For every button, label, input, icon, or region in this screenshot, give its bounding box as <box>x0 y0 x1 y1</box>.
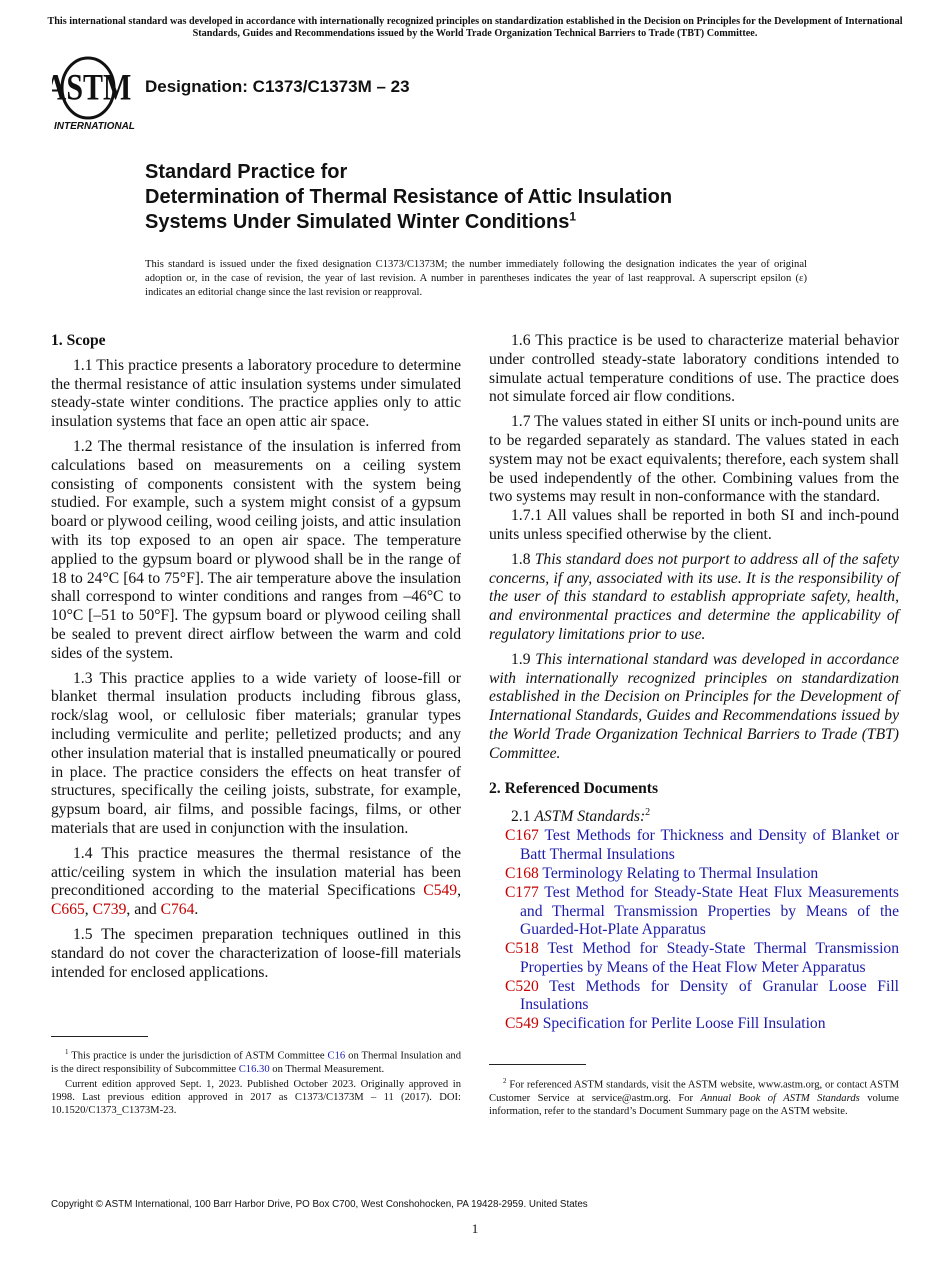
reference-code[interactable]: C520 <box>505 977 539 995</box>
title-line-2: Determination of Thermal Resistance of Attic Insulation <box>145 186 673 208</box>
trade-notice: This international standard was developed in accordance with internationally recognized principles on standardization established in the Decision on Principles for the Development of International Standards, Guides and Recommendations issued by the World Trade Organization Technical Barriers to Trade (TBT) Committee. <box>47 16 903 39</box>
section-1-8-number: 1.8 <box>511 550 535 568</box>
section-2-1-label: ASTM Standards: <box>534 808 646 826</box>
svg-text:INTERNATIONAL: INTERNATIONAL <box>54 121 135 132</box>
section-1-6: 1.6 This practice is be used to characterize material behavior under controlled steady-state laboratory conditions intended to simulate actual temperature conditions of use. The practice does not simulate forced air flow conditions. <box>489 332 899 406</box>
link-c16[interactable]: C16 <box>327 1050 346 1062</box>
section-1-9-text: This international standard was developed in accordance with internationally recognized principles on standardization established in the Decision on Principles for the Development of International Standards, Guides and Recommendations issued by the World Trade Organization Technical Barriers to Trade (TBT) Committee. <box>489 650 899 762</box>
reference-code[interactable]: C168 <box>505 864 539 882</box>
copyright-line: Copyright © ASTM International, 100 Barr Harbor Drive, PO Box C700, West Conshohocken, PA 19428-2959. United States <box>51 1199 588 1210</box>
footnote-1 <box>51 1046 461 1120</box>
footnote-1-mark: 1 <box>65 1048 69 1056</box>
reference-item[interactable] <box>489 827 899 865</box>
designation: Designation: C1373/C1373M – 23 <box>145 77 410 96</box>
footnote-2-italic: Annual Book of ASTM Standards <box>700 1092 860 1104</box>
separator: , and <box>126 901 161 919</box>
document-title <box>145 160 845 235</box>
footnote-1-para-2: Current edition approved Sept. 1, 2023. Published October 2023. Originally approved in 1998. Last previous edition approved in 2017 as C1373/C1373M – 11 (2017). DOI: 10.1520/C1373_C1373M-23. <box>51 1078 461 1117</box>
period: . <box>194 901 199 919</box>
section-1-3: 1.3 This practice applies to a wide variety of loose-fill or blanket thermal insulation products including fibrous glass, rock/slag wool, or cellulosic fiber materials; granular types including vermiculite and perlite; pelletized products; and any other insulation material that is installed pneumatically or poured in place. The practice considers the effects on heat transfer of structures, specifically the ceiling joists, substrate, for example, gypsum board, air films, and possible facings, films, or other materials that are used in conjunction with the insulation. <box>51 669 461 837</box>
reference-code[interactable]: C177 <box>505 883 539 901</box>
section-1-2: 1.2 The thermal resistance of the insulation is inferred from calculations based on measurements on a ceiling system consisting of components consistent with the system being studied. For example, such a system might consist of a gypsum board or plywood ceiling, wood ceiling joists, and attic insulation with its top exposed to an open air space. The temperature applied to the gypsum board or plywood shall be in the range of 18 to 24°C [64 to 75°F]. The air temperature above the insulation shall correspond to winter conditions and ranges from –46°C to 10°C [–51 to 50°F]. The gypsum board or plywood ceiling shall be sealed to prevent direct airflow between the warm and cold sides of the system. <box>51 437 461 662</box>
astm-logo <box>52 56 136 132</box>
footnote-2-text: For referenced ASTM standards, visit the ASTM website, www.astm.org, or contact ASTM Customer Service at service@astm.org. For <box>489 1079 899 1104</box>
left-column <box>51 332 461 988</box>
title-line-1: Standard Practice for <box>145 161 348 183</box>
link-c549[interactable]: C549 <box>423 882 458 900</box>
footnote-2 <box>489 1075 899 1120</box>
reference-item[interactable] <box>489 940 899 978</box>
reference-code[interactable]: C518 <box>505 940 539 958</box>
referenced-documents-heading: 2. Referenced Documents <box>489 779 659 797</box>
reference-item[interactable] <box>489 865 899 884</box>
page-number: 1 <box>471 1221 479 1236</box>
link-c739[interactable]: C739 <box>92 901 127 919</box>
footnote-divider-right <box>489 1064 586 1065</box>
reference-title[interactable]: Test Method for Steady-State Heat Flux Measurements and Thermal Transmission Properties by Means of the Guarded-Hot-Plate Apparatus <box>520 883 899 939</box>
section-1-4-text: 1.4 This practice measures the thermal resistance of the attic/ceiling system in which the insulation material has been preconditioned according to the material Specifications <box>51 844 461 900</box>
section-1-9 <box>489 651 899 764</box>
reference-item[interactable] <box>489 884 899 940</box>
section-1-1: 1.1 This practice presents a laboratory procedure to determine the thermal resistance of attic insulation systems under simulated steady-state winter conditions. The practice applies only to attic insulation systems that face an open attic air space. <box>51 356 461 431</box>
section-1-9-number: 1.9 <box>511 650 536 668</box>
section-1-7-1: 1.7.1 All values shall be reported in both SI and inch-pound units unless specified otherwise by the client. <box>489 507 899 543</box>
reference-title[interactable]: Terminology Relating to Thermal Insulation <box>542 864 819 882</box>
reference-list <box>489 827 899 1034</box>
section-1-8-text: This standard does not purport to address all of the safety concerns, if any, associated with its use. It is the responsibility of the user of this standard to establish appropriate safety, health, and environmental practices and determine the applicability of regulatory limitations prior to use. <box>489 550 900 643</box>
section-2-1 <box>489 804 899 827</box>
right-column <box>489 332 899 1034</box>
footnote-2-text: volume information, refer to the standard’s Document Summary page on the ASTM website. <box>489 1092 899 1117</box>
reference-item[interactable] <box>489 978 899 1016</box>
reference-title[interactable]: Specification for Perlite Loose Fill Insulation <box>542 1015 826 1033</box>
link-c764[interactable]: C764 <box>160 901 195 919</box>
reference-item[interactable] <box>489 1015 899 1034</box>
title-line-3-text: Systems Under Simulated Winter Conditions <box>145 211 570 233</box>
section-1-7: 1.7 The values stated in either SI units or inch-pound units are to be regarded separately as standard. The values stated in each system may not be exact equivalents; therefore, each system shall be used independently of the other. Combining values from the two systems may result in non-conformance with the standard. <box>489 413 899 506</box>
svg-text:ASTM: ASTM <box>52 67 132 109</box>
link-c16-30[interactable]: C16.30 <box>238 1063 270 1075</box>
reference-code[interactable]: C549 <box>505 1015 539 1033</box>
separator: , <box>84 901 93 919</box>
issue-note: This standard is issued under the fixed designation C1373/C1373M; the number immediately following the designation indicates the year of original adoption or, in the case of revision, the year of last revision. A number in parentheses indicates the year of last reapproval. A superscript epsilon (ε) indicates an editorial change since the last revision or reapproval. <box>145 259 807 298</box>
footnote-divider-left <box>51 1036 148 1037</box>
footnote-2-para <box>489 1075 899 1118</box>
section-1-8 <box>489 551 899 645</box>
footnote-1-text: on Thermal Insulation and is the direct responsibility of Subcommittee <box>51 1050 462 1075</box>
footnote-mark-2: 2 <box>645 807 651 819</box>
title-line-3 <box>145 210 845 235</box>
title-footnote-mark: 1 <box>569 209 577 224</box>
reference-title[interactable]: Test Methods for Density of Granular Loose Fill Insulations <box>520 977 899 1014</box>
footnote-1-text: on Thermal Measurement. <box>269 1063 385 1075</box>
footnote-1-text: This practice is under the jurisdiction of ASTM Committee <box>68 1050 328 1062</box>
separator: , <box>457 882 461 900</box>
reference-title[interactable]: Test Methods for Thickness and Density of Blanket or Batt Thermal Insulations <box>520 827 899 864</box>
reference-code[interactable]: C167 <box>505 827 539 845</box>
section-1-5: 1.5 The specimen preparation techniques outlined in this standard do not cover the characterization of loose-fill materials intended for enclosed applications. <box>51 925 461 981</box>
section-1-4 <box>51 845 461 920</box>
footnote-2-mark: 2 <box>503 1077 507 1085</box>
link-c665[interactable]: C665 <box>51 901 85 919</box>
section-2-1-number: 2.1 <box>511 808 535 826</box>
reference-title[interactable]: Test Method for Steady-State Thermal Transmission Properties by Means of the Heat Flow Meter Apparatus <box>520 940 899 976</box>
footnote-1-para-1 <box>51 1046 461 1076</box>
scope-heading: 1. Scope <box>51 332 106 349</box>
